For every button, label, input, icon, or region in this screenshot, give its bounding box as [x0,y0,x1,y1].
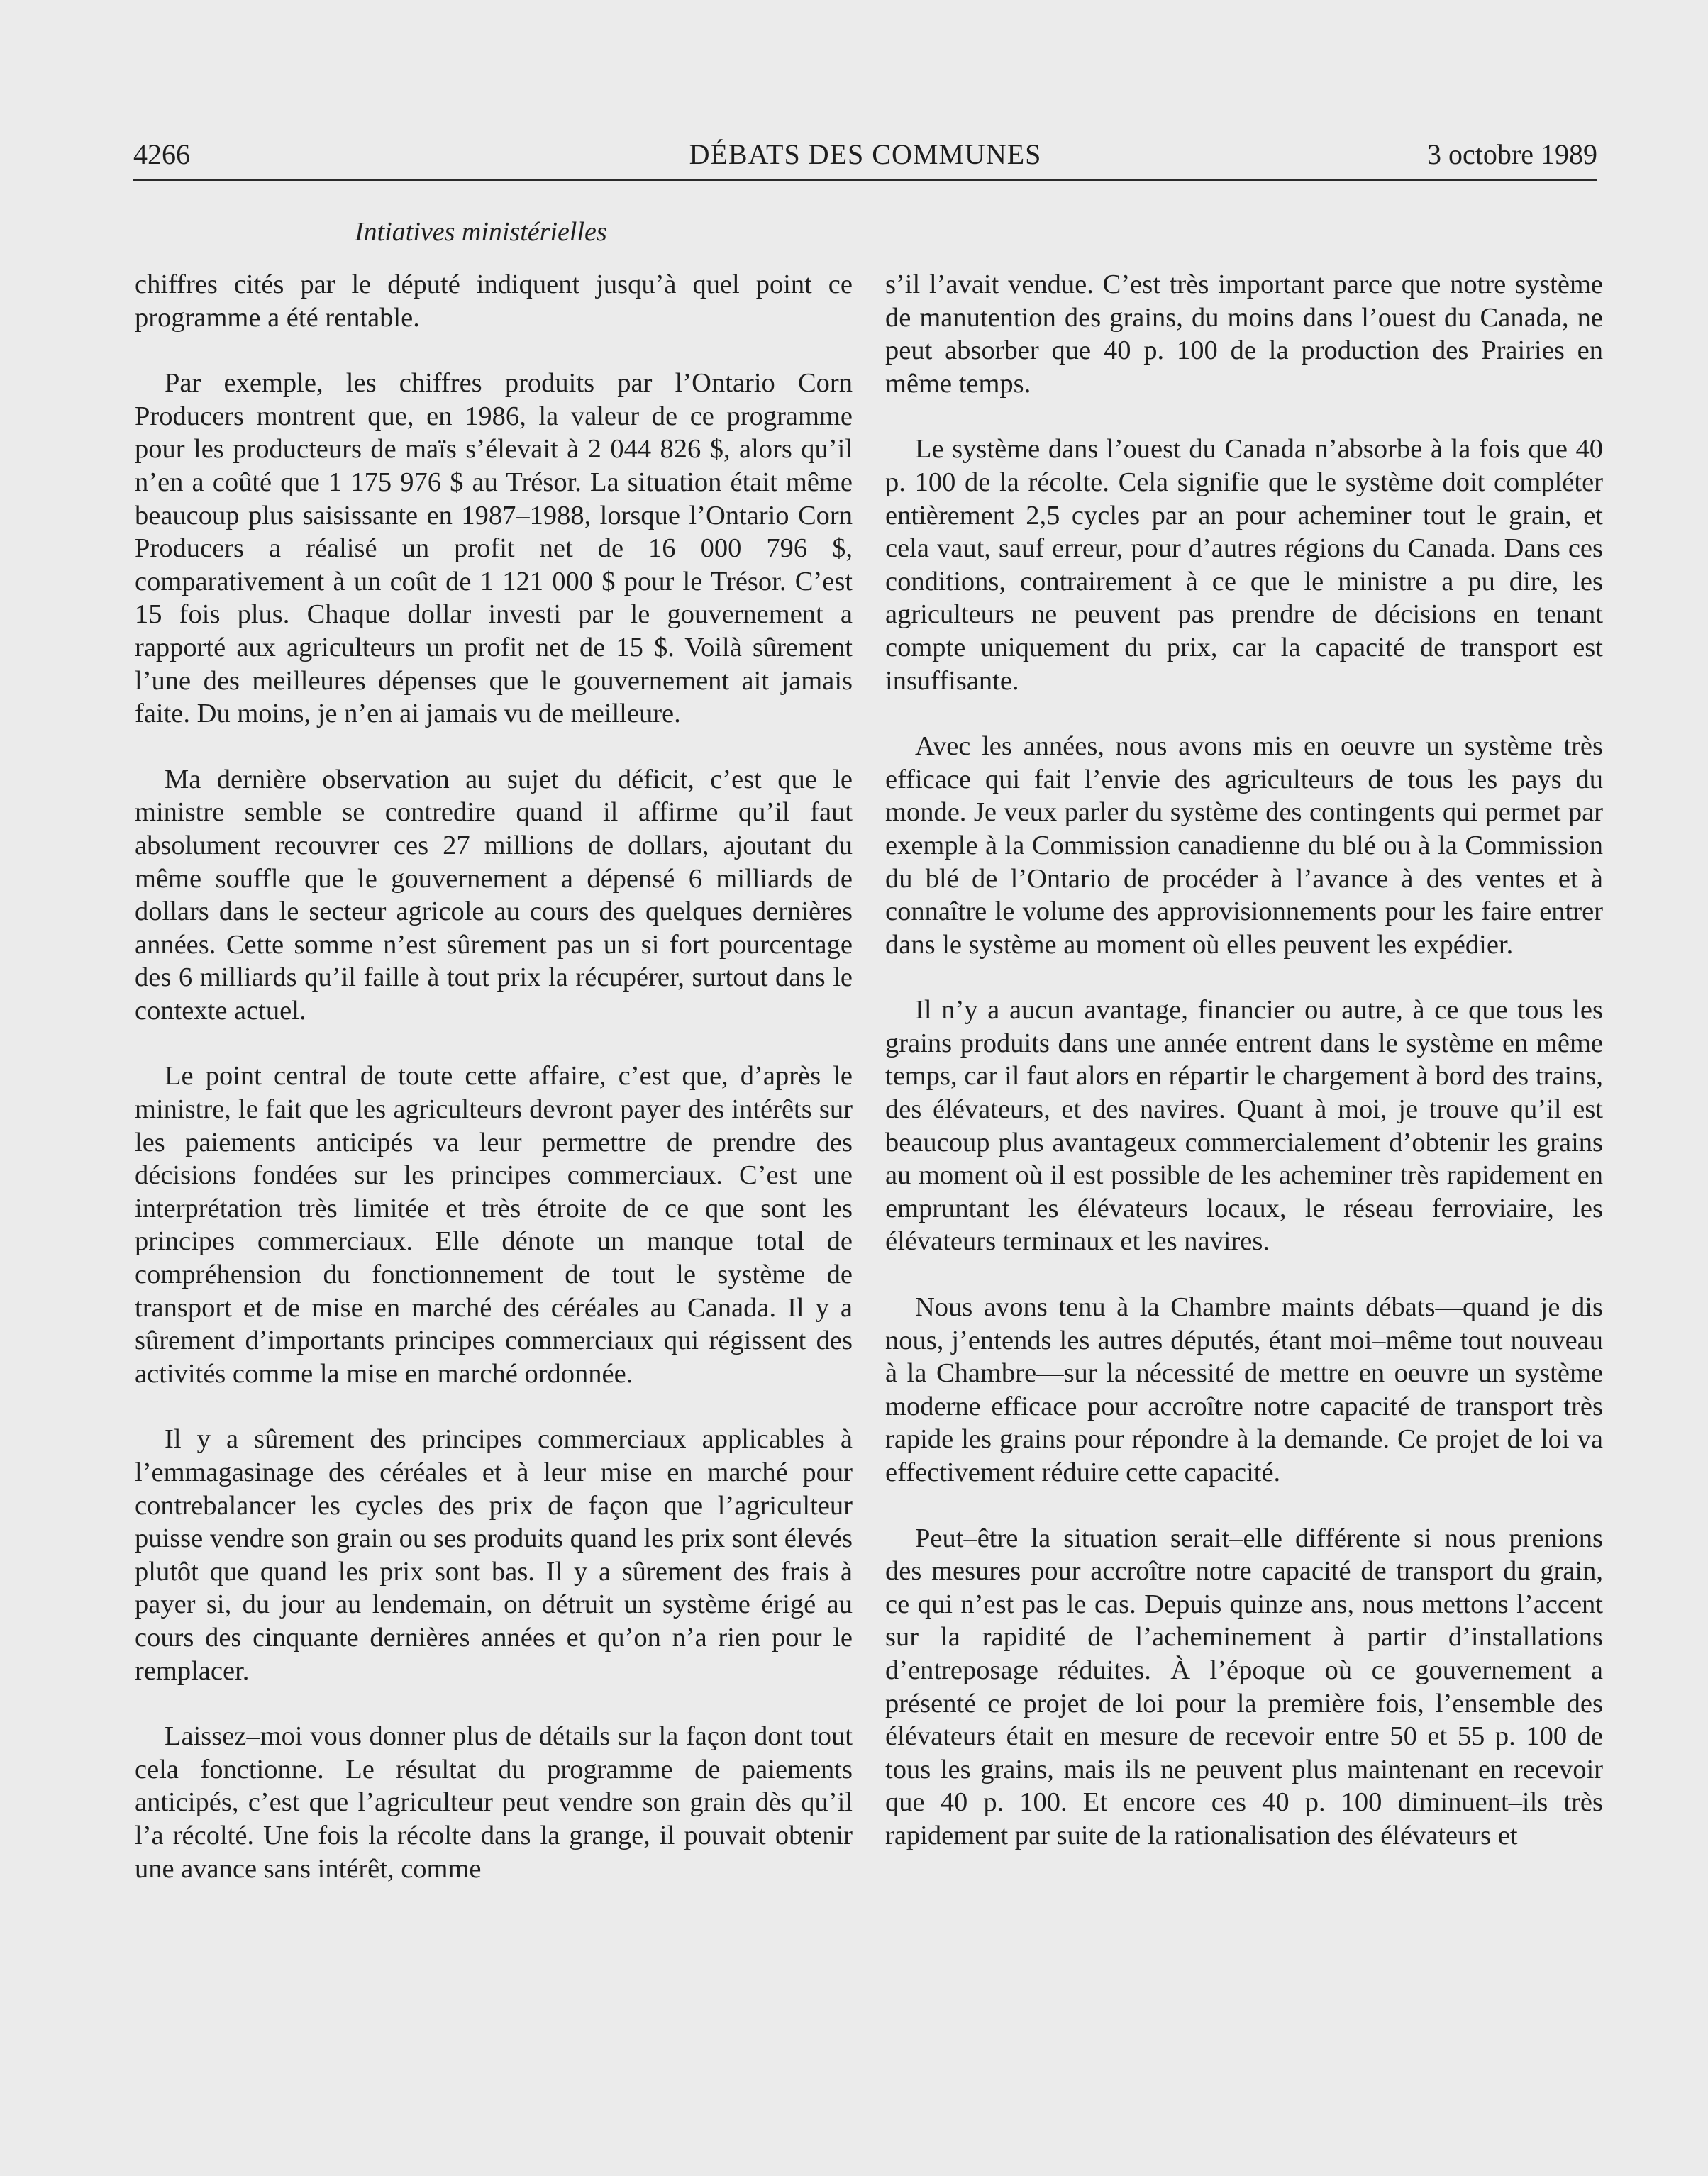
paragraph: Par exemple, les chiffres produits par l’Ontario Corn Producers montrent que, en 1986, la valeur de ce programme pour les producteurs de maïs s’élevait à 2 044 826 $, alors qu’il n’en a coûté que 1 175 976 $ au Trésor. La situation était même beaucoup plus saisissante en 1987–1988, lorsque l’Ontario Corn Producers a réalisé un profit net de 16 000 796 $, comparativement à un coût de 1 121 000 $ pour le Trésor. C’est 15 fois plus. Chaque dollar investi par le gouvernement a rapporté aux agriculteurs un profit net de 15 $. Voilà sûrement l’une des meilleures dépenses que le gouvernement ait jamais faite. Du moins, je n’en ai jamais vu de meilleure. [135,368,853,729]
section-title: Intiatives ministérielles [355,217,607,247]
issue-date: 3 octobre 1989 [1427,138,1597,170]
paragraph: Ma dernière observation au sujet du déficit, c’est que le ministre semble se contredire quand il affirme qu’il faut absolument recouvrer ces 27 millions de dollars, ajoutant du même souffle que le gouvernement a dépensé 6 milliards de dollars dans le secteur agricole au cours des quelques dernières années. Cette somme n’est sûrement pas un si fort pourcentage des 6 milliards qu’il faille à tout prix la récupérer, surtout dans le contexte actuel. [135,764,853,1026]
paragraph: Il y a sûrement des principes commerciaux applicables à l’emmagasinage des céréales et à leur mise en marché pour contrebalancer les cycles des prix de façon que l’agriculteur puisse vendre son grain ou ses produits quand les prix sont élevés plutôt que quand les prix sont bas. Il y a sûrement des frais à payer si, du jour au lendemain, on détruit un système érigé au cours des cinquante dernières années et qu’on n’a rien pour le remplacer. [135,1424,853,1686]
paragraph: s’il l’avait vendue. C’est très important parce que notre système de manutention des grains, du moins dans l’ouest du Canada, ne peut absorber que 40 p. 100 de la production des Prairies en même temps. [885,270,1603,399]
page-header [133,136,1597,181]
paragraph: chiffres cités par le député indiquent jusqu’à quel point ce programme a été rentable. [135,270,853,333]
left-column [135,268,853,1918]
page-number: 4266 [133,138,190,170]
paragraph: Nous avons tenu à la Chambre maints débats—quand je dis nous, j’entends les autres députés, étant moi–même tout nouveau à la Chambre—sur la nécessité de mettre en oeuvre un système moderne efficace pour accroître notre capacité de transport très rapide les grains pour répondre à la demande. Ce projet de loi va effectivement réduire cette capacité. [885,1292,1603,1487]
paragraph: Avec les années, nous avons mis en oeuvre un système très efficace qui fait l’envie des agriculteurs de tous les pays du monde. Je veux parler du système des contingents qui permet par exemple à la Commission canadienne du blé ou à la Commission du blé de l’Ontario de procéder à l’avance à des ventes et à connaître le volume des approvisionnements pour les faire entrer dans le système au moment où elles peuvent les expédier. [885,731,1603,960]
paragraph: Le système dans l’ouest du Canada n’absorbe à la fois que 40 p. 100 de la récolte. Cela signifie que le système doit compléter entièrement 2,5 cycles par an pour acheminer tout le grain, et cela vaut, sauf erreur, pour d’autres régions du Canada. Dans ces conditions, contrairement à ce que le ministre a pu dire, les agriculteurs ne peuvent pas prendre de décisions en tenant compte uniquement du prix, car la capacité de transport est insuffisante. [885,434,1603,696]
paragraph: Laissez–moi vous donner plus de détails sur la façon dont tout cela fonctionne. Le résultat du programme de paiements anticipés, c’est que l’agriculteur peut vendre son grain dès qu’il l’a récolté. Une fois la récolte dans la grange, il pouvait obtenir une avance sans intérêt, comme [135,1721,853,1884]
right-column [885,268,1603,1885]
paragraph: Il n’y a aucun avantage, financier ou autre, à ce que tous les grains produits dans une année entrent dans le système en même temps, car il faut alors en répartir le chargement à bord des trains, des élévateurs, et des navires. Quant à moi, je trouve qu’il est beaucoup plus avantageux commercialement d’obtenir les grains au moment où il est possible de les acheminer très rapidement en empruntant les élévateurs locaux, le réseau ferroviaire, les élévateurs terminaux et les navires. [885,995,1603,1257]
paragraph: Peut–être la situation serait–elle différente si nous prenions des mesures pour accroître notre capacité de transport du grain, ce qui n’est pas le cas. Depuis quinze ans, nous mettons l’accent sur la rapidité de l’acheminement à partir d’installations d’entreposage réduites. À l’époque où ce gouvernement a présenté ce projet de loi pour la première fois, l’ensemble des élévateurs était en mesure de recevoir entre 50 et 55 p. 100 de tous les grains, mais ils ne peuvent plus maintenant en recevoir que 40 p. 100. Et encore ces 40 p. 100 diminuent–ils très rapidement par suite de la rationalisation des élévateurs et [885,1523,1603,1850]
paragraph: Le point central de toute cette affaire, c’est que, d’après le ministre, le fait que les agriculteurs devront payer des intérêts sur les paiements anticipés va leur permettre de prendre des décisions fondées sur les principes commerciaux. C’est une interprétation très limitée et très étroite de ce que sont les principes commerciaux. Elle dénote un manque total de compréhension du fonctionnement de tout le système de transport et de mise en marché des céréales au Canada. Il y a sûrement d’importants principes commerciaux qui régissent des activités comme la mise en marché ordonnée. [135,1061,853,1389]
publication-title: DÉBATS DES COMMUNES [689,138,1042,170]
